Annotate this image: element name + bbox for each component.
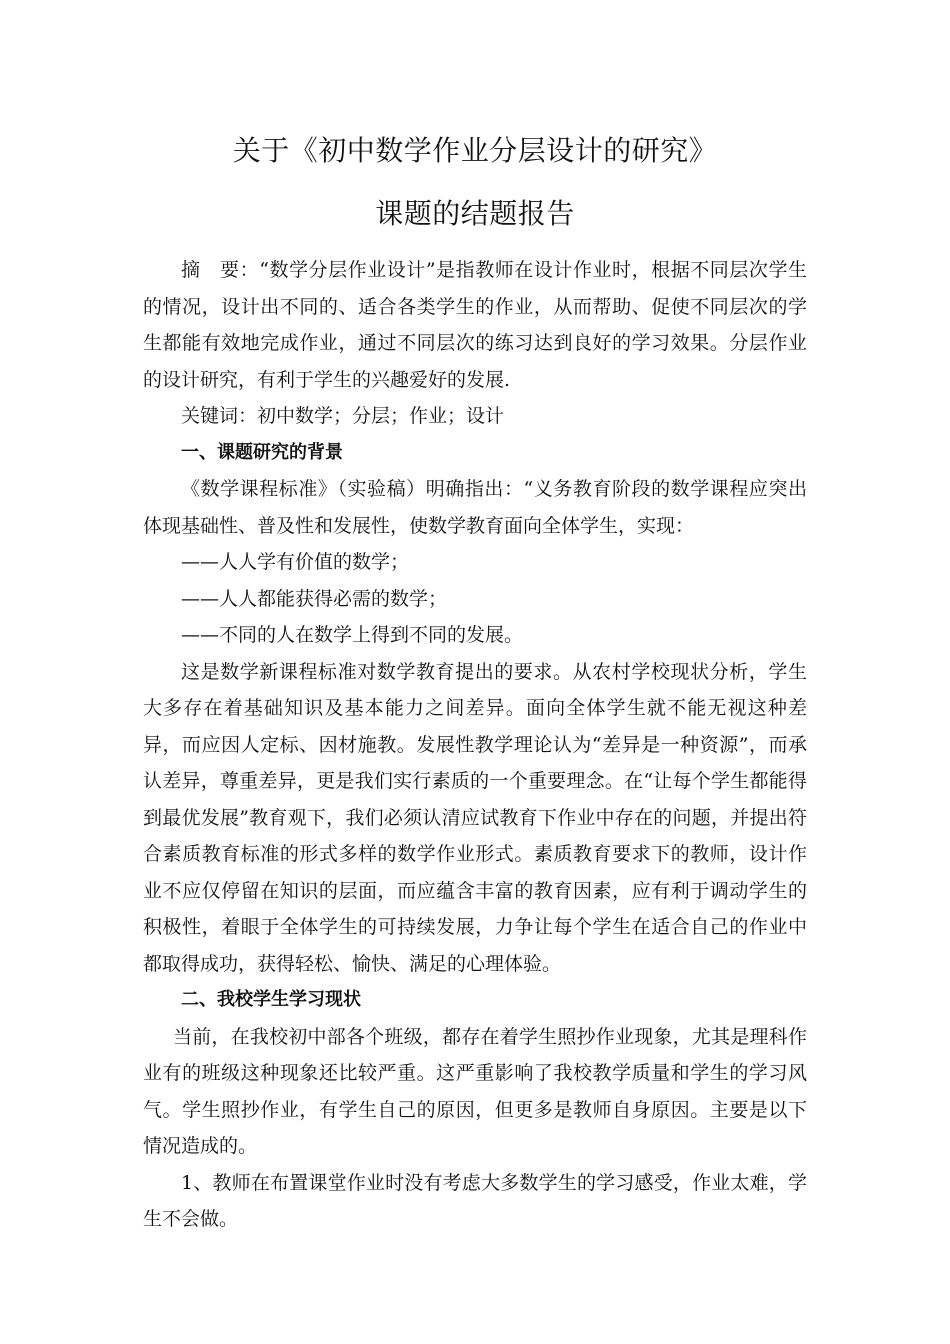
- section2-list-item-1: 1、教师在布置课堂作业时没有考虑大多数学生的学习感受，作业太难，学生不会做。: [143, 1171, 807, 1230]
- dash-item-2: ——人人都能获得必需的数学；: [181, 587, 448, 610]
- document-subtitle: 课题的结题报告: [375, 197, 575, 230]
- section-heading-background: 一、课题研究的背景: [181, 441, 343, 463]
- section2-paragraph-1: 当前，在我校初中部各个班级，都存在着学生照抄作业现象，尤其是理科作业有的班级这种现象还比较严重。这严重影响了我校教学质量和学生的学习风气。学生照抄作业，有学生自己的原因，但更多是教师自身原因。主要是以下情况造成的。: [143, 1025, 807, 1157]
- abstract-paragraph: 摘 要：“数学分层作业设计”是指教师在设计作业时，根据不同层次学生的情况，设计出不同的、适合各类学生的作业，从而帮助、促使不同层次的学生都能有效地完成作业，通过不同层次的练习达到良好的学习效果。分层作业的设计研究，有利于学生的兴趣爱好的发展.: [143, 259, 807, 391]
- section-heading-status: 二、我校学生学习现状: [181, 989, 361, 1010]
- document-body: [143, 252, 807, 1238]
- section1-paragraph-2: 这是数学新课程标准对数学教育提出的要求。从农村学校现状分析，学生大多存在着基础知识及基本能力之间差异。面向全体学生就不能无视这种差异，而应因人定标、因材施教。发展性教学理论认为“差异是一种资源”，而承认差异，尊重差异，更是我们实行素质的一个重要理念。在“让每个学生都能得到最优发展”教育观下，我们必须认清应试教育下作业中存在的问题，并提出符合素质教育标准的形式多样的数学作业形式。素质教育要求下的教师，设计作业不应仅停留在知识的层面，而应蕴含丰富的教育因素，应有利于调动学生的积极性，着眼于全体学生的可持续发展，力争让每个学生在适合自己的作业中都取得成功，获得轻松、愉快、满足的心理体验。: [143, 660, 807, 975]
- dash-item-1: ——人人学有价值的数学；: [181, 551, 410, 573]
- dash-item-3: ——不同的人在数学上得到不同的发展。: [181, 624, 524, 646]
- document-title: 关于《初中数学作业分层设计的研究》: [232, 134, 718, 167]
- keywords-line: 关键词：初中数学；分层；作业；设计: [181, 405, 505, 427]
- section1-paragraph-1: 《数学课程标准》（实验稿）明确指出：“义务教育阶段的数学课程应突出体现基础性、普及性和发展性，使数学教育面向全体学生，实现：: [143, 478, 807, 537]
